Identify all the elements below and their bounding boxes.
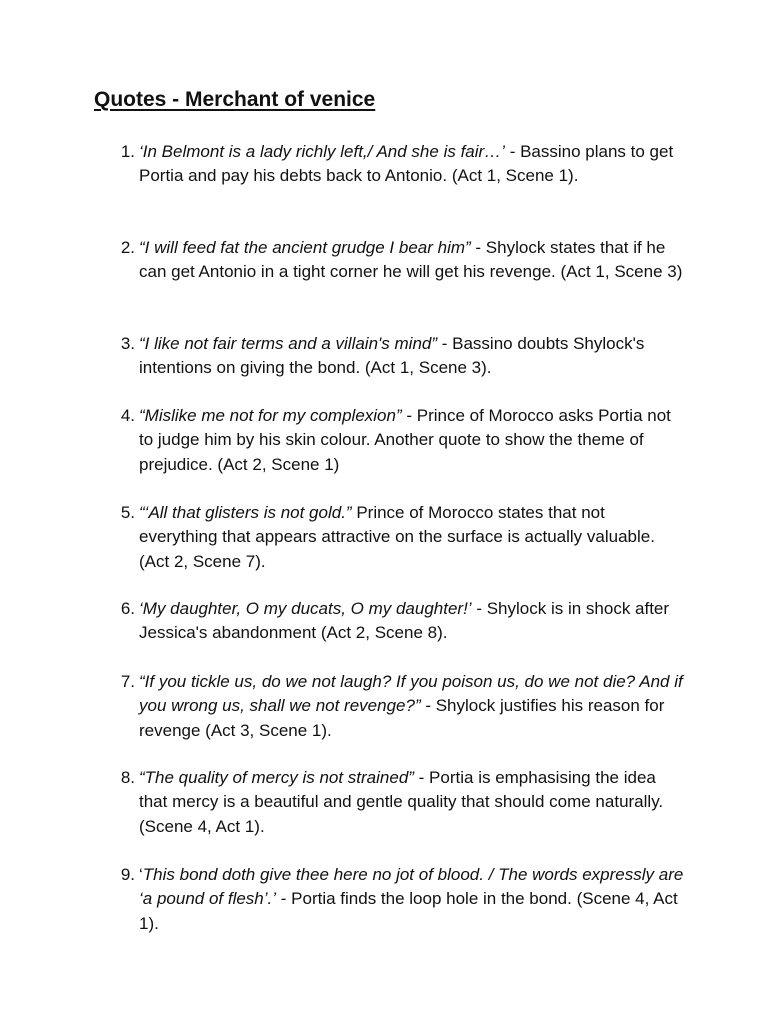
quote-text xyxy=(139,670,684,743)
quote-text xyxy=(139,597,684,646)
quote-commentary: - Prince of Morocco asks Portia not to judge him by his skin colour. Another quote to show the theme of prejudice. (Act 2, Scene 1) xyxy=(139,406,671,474)
quote-excerpt: This bond doth give thee here no jot of blood. / The words expressly are ‘a pound of flesh’.’ xyxy=(139,865,684,909)
quote-text xyxy=(139,236,684,285)
quote-commentary: - Shylock states that if he can get Antonio in a tight corner he will get his revenge. (Act 1, Scene 3) xyxy=(139,238,683,282)
quote-excerpt: “Mislike me not for my complexion” xyxy=(139,406,402,425)
quote-excerpt: “If you tickle us, do we not laugh? If you poison us, do we not die? And if you wrong us, shall we not revenge?” xyxy=(139,672,683,716)
quote-number: 1. xyxy=(120,142,135,161)
quote-excerpt: “I like not fair terms and a villain's mind” xyxy=(139,334,438,353)
document-title: Quotes - Merchant of venice xyxy=(94,88,376,111)
quote-number: 2. xyxy=(120,238,135,257)
quote-commentary: Prince of Morocco states that not everything that appears attractive on the surface is actually valuable. (Act 2, Scene 7). xyxy=(139,503,655,571)
quote-commentary: - Shylock is in shock after Jessica's abandonment (Act 2, Scene 8). xyxy=(139,599,670,643)
quote-number: 4. xyxy=(120,406,135,425)
quote-number: 7. xyxy=(120,672,135,691)
quote-commentary: - Portia finds the loop hole in the bond. (Scene 4, Act 1). xyxy=(139,889,678,933)
quote-number: 8. xyxy=(120,768,135,787)
quote-excerpt: ‘My daughter, O my ducats, O my daughter!’ xyxy=(139,599,472,618)
quote-text xyxy=(139,404,684,477)
quote-excerpt: “‘All that glisters is not gold.” xyxy=(139,503,352,522)
quote-number: 9. xyxy=(120,865,135,884)
quote-commentary: - Shylock justifies his reason for revenge (Act 3, Scene 1). xyxy=(139,696,665,740)
quote-excerpt: ‘In Belmont is a lady richly left,/ And she is fair…’ xyxy=(139,142,505,161)
quote-commentary: - Bassino doubts Shylock's intentions on giving the bond. (Act 1, Scene 3). xyxy=(139,334,645,378)
quote-text xyxy=(139,332,684,381)
quote-text xyxy=(139,140,684,189)
quote-number: 5. xyxy=(120,503,135,522)
quote-commentary: - Bassino plans to get Portia and pay his debts back to Antonio. (Act 1, Scene 1). xyxy=(139,142,674,186)
quote-text xyxy=(139,766,684,839)
quote-commentary: - Portia is emphasising the idea that mercy is a beautiful and gentle quality that should come naturally. (Scene 4, Act 1). xyxy=(139,768,664,836)
quote-lead-mark: ‘ xyxy=(139,865,143,884)
quote-number: 6. xyxy=(120,599,135,618)
quote-text xyxy=(139,501,684,574)
quote-number: 3. xyxy=(120,334,135,353)
quote-excerpt: “The quality of mercy is not strained” xyxy=(139,768,414,787)
quote-text xyxy=(139,863,684,936)
quote-excerpt: “I will feed fat the ancient grudge I bear him” xyxy=(139,238,471,257)
